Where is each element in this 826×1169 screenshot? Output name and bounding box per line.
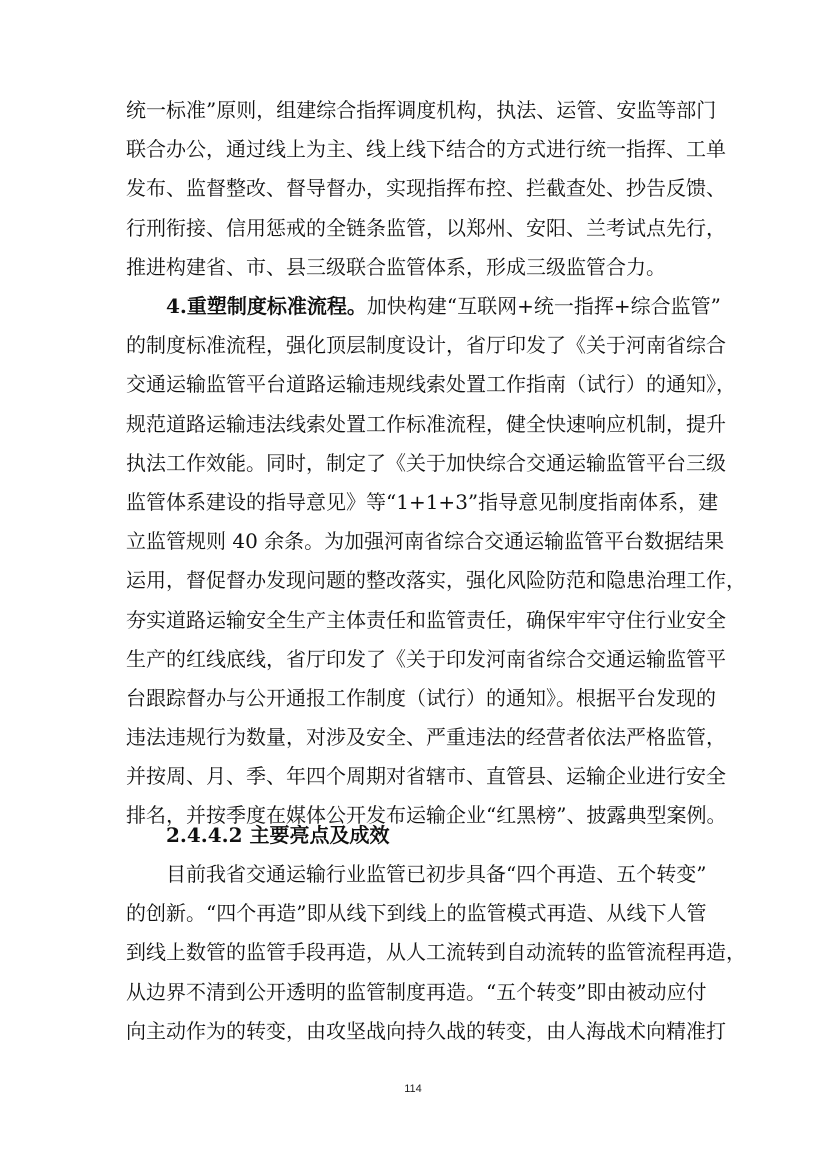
text-line: 交通运输监管平台道路运输违规线索处置工作指南（试行）的通知》， xyxy=(126,372,736,397)
text-line: 统一标准”原则，组建综合指挥调度机构，执法、运管、安监等部门 xyxy=(126,98,717,122)
text-line: 发布、监督整改、督导督办，实现指挥布控、拦截查处、抄告反馈、 xyxy=(126,176,726,201)
text-line: 执法工作效能。同时，制定了《关于加快综合交通运输监管平台三级 xyxy=(126,450,726,475)
text-line: 台跟踪督办与公开通报工作制度（试行）的通知》。根据平台发现的 xyxy=(126,685,716,710)
text-line: 到线上数管的监管手段再造，从人工流转到自动流转的监管流程再造， xyxy=(126,940,746,965)
text-line: 目前我省交通运输行业监管已初步具备“四个再造、五个转变” xyxy=(166,862,707,886)
text-line: 立监管规则 40 余条。为加强河南省综合交通运输监管平台数据结果 xyxy=(126,529,725,554)
paragraph-highlights xyxy=(126,855,746,1051)
text-line: 的制度标准流程，强化顶层制度设计，省厅印发了《关于河南省综合 xyxy=(126,333,726,358)
text-line: 运用，督促督办发现问题的整改落实，强化风险防范和隐患治理工作， xyxy=(126,568,746,593)
text-line: 向主动作为的转变，由攻坚战向持久战的转变，由人海战术向精准打 xyxy=(126,1018,726,1043)
text-line: 并按周、月、季、年四个周期对省辖市、直管县、运输企业进行安全 xyxy=(126,764,726,789)
section-heading: 2.4.4.2 主要亮点及成效 xyxy=(166,823,390,847)
section-lead-title: 4.重塑制度标准流程。 xyxy=(166,294,367,318)
text-line: 规范道路运输违法线索处置工作标准流程，健全快速响应机制，提升 xyxy=(126,411,726,436)
text-line: 的创新。“四个再造”即从线下到线上的监管模式再造、从线下人管 xyxy=(126,901,707,926)
text-line: 联合办公，通过线上为主、线上线下结合的方式进行统一指挥、工单 xyxy=(126,137,726,162)
text-line: 夯实道路运输安全生产主体责任和监管责任，确保牢牢守住行业安全 xyxy=(126,607,726,632)
text-line: 推进构建省、市、县三级联合监管体系，形成三级监管合力。 xyxy=(126,254,666,279)
text-line: 行刑衔接、信用惩戒的全链条监管，以郑州、安阳、兰考试点先行， xyxy=(126,215,726,240)
text-line: 生产的红线底线，省厅印发了《关于印发河南省综合交通运输监管平 xyxy=(126,646,726,671)
page-number: 114 xyxy=(404,1083,422,1095)
text-line: 从边界不清到公开透明的监管制度再造。“五个转变”即由被动应付 xyxy=(126,979,707,1004)
text-line xyxy=(126,287,721,326)
text-line: 排名，并按季度在媒体公开发布运输企业“红黑榜”、披露典型案例。 xyxy=(126,803,727,828)
text-line: 违法违规行为数量，对涉及安全、严重违法的经营者依法严格监管， xyxy=(126,725,726,750)
paragraph-continuation xyxy=(126,91,726,287)
section-lead-text: 加快构建“互联网+统一指挥+综合监管” xyxy=(366,294,721,318)
paragraph-standard-process xyxy=(126,287,746,836)
text-line: 监管体系建设的指导意见》等“1+1+3”指导意见制度指南体系，建 xyxy=(126,489,719,514)
